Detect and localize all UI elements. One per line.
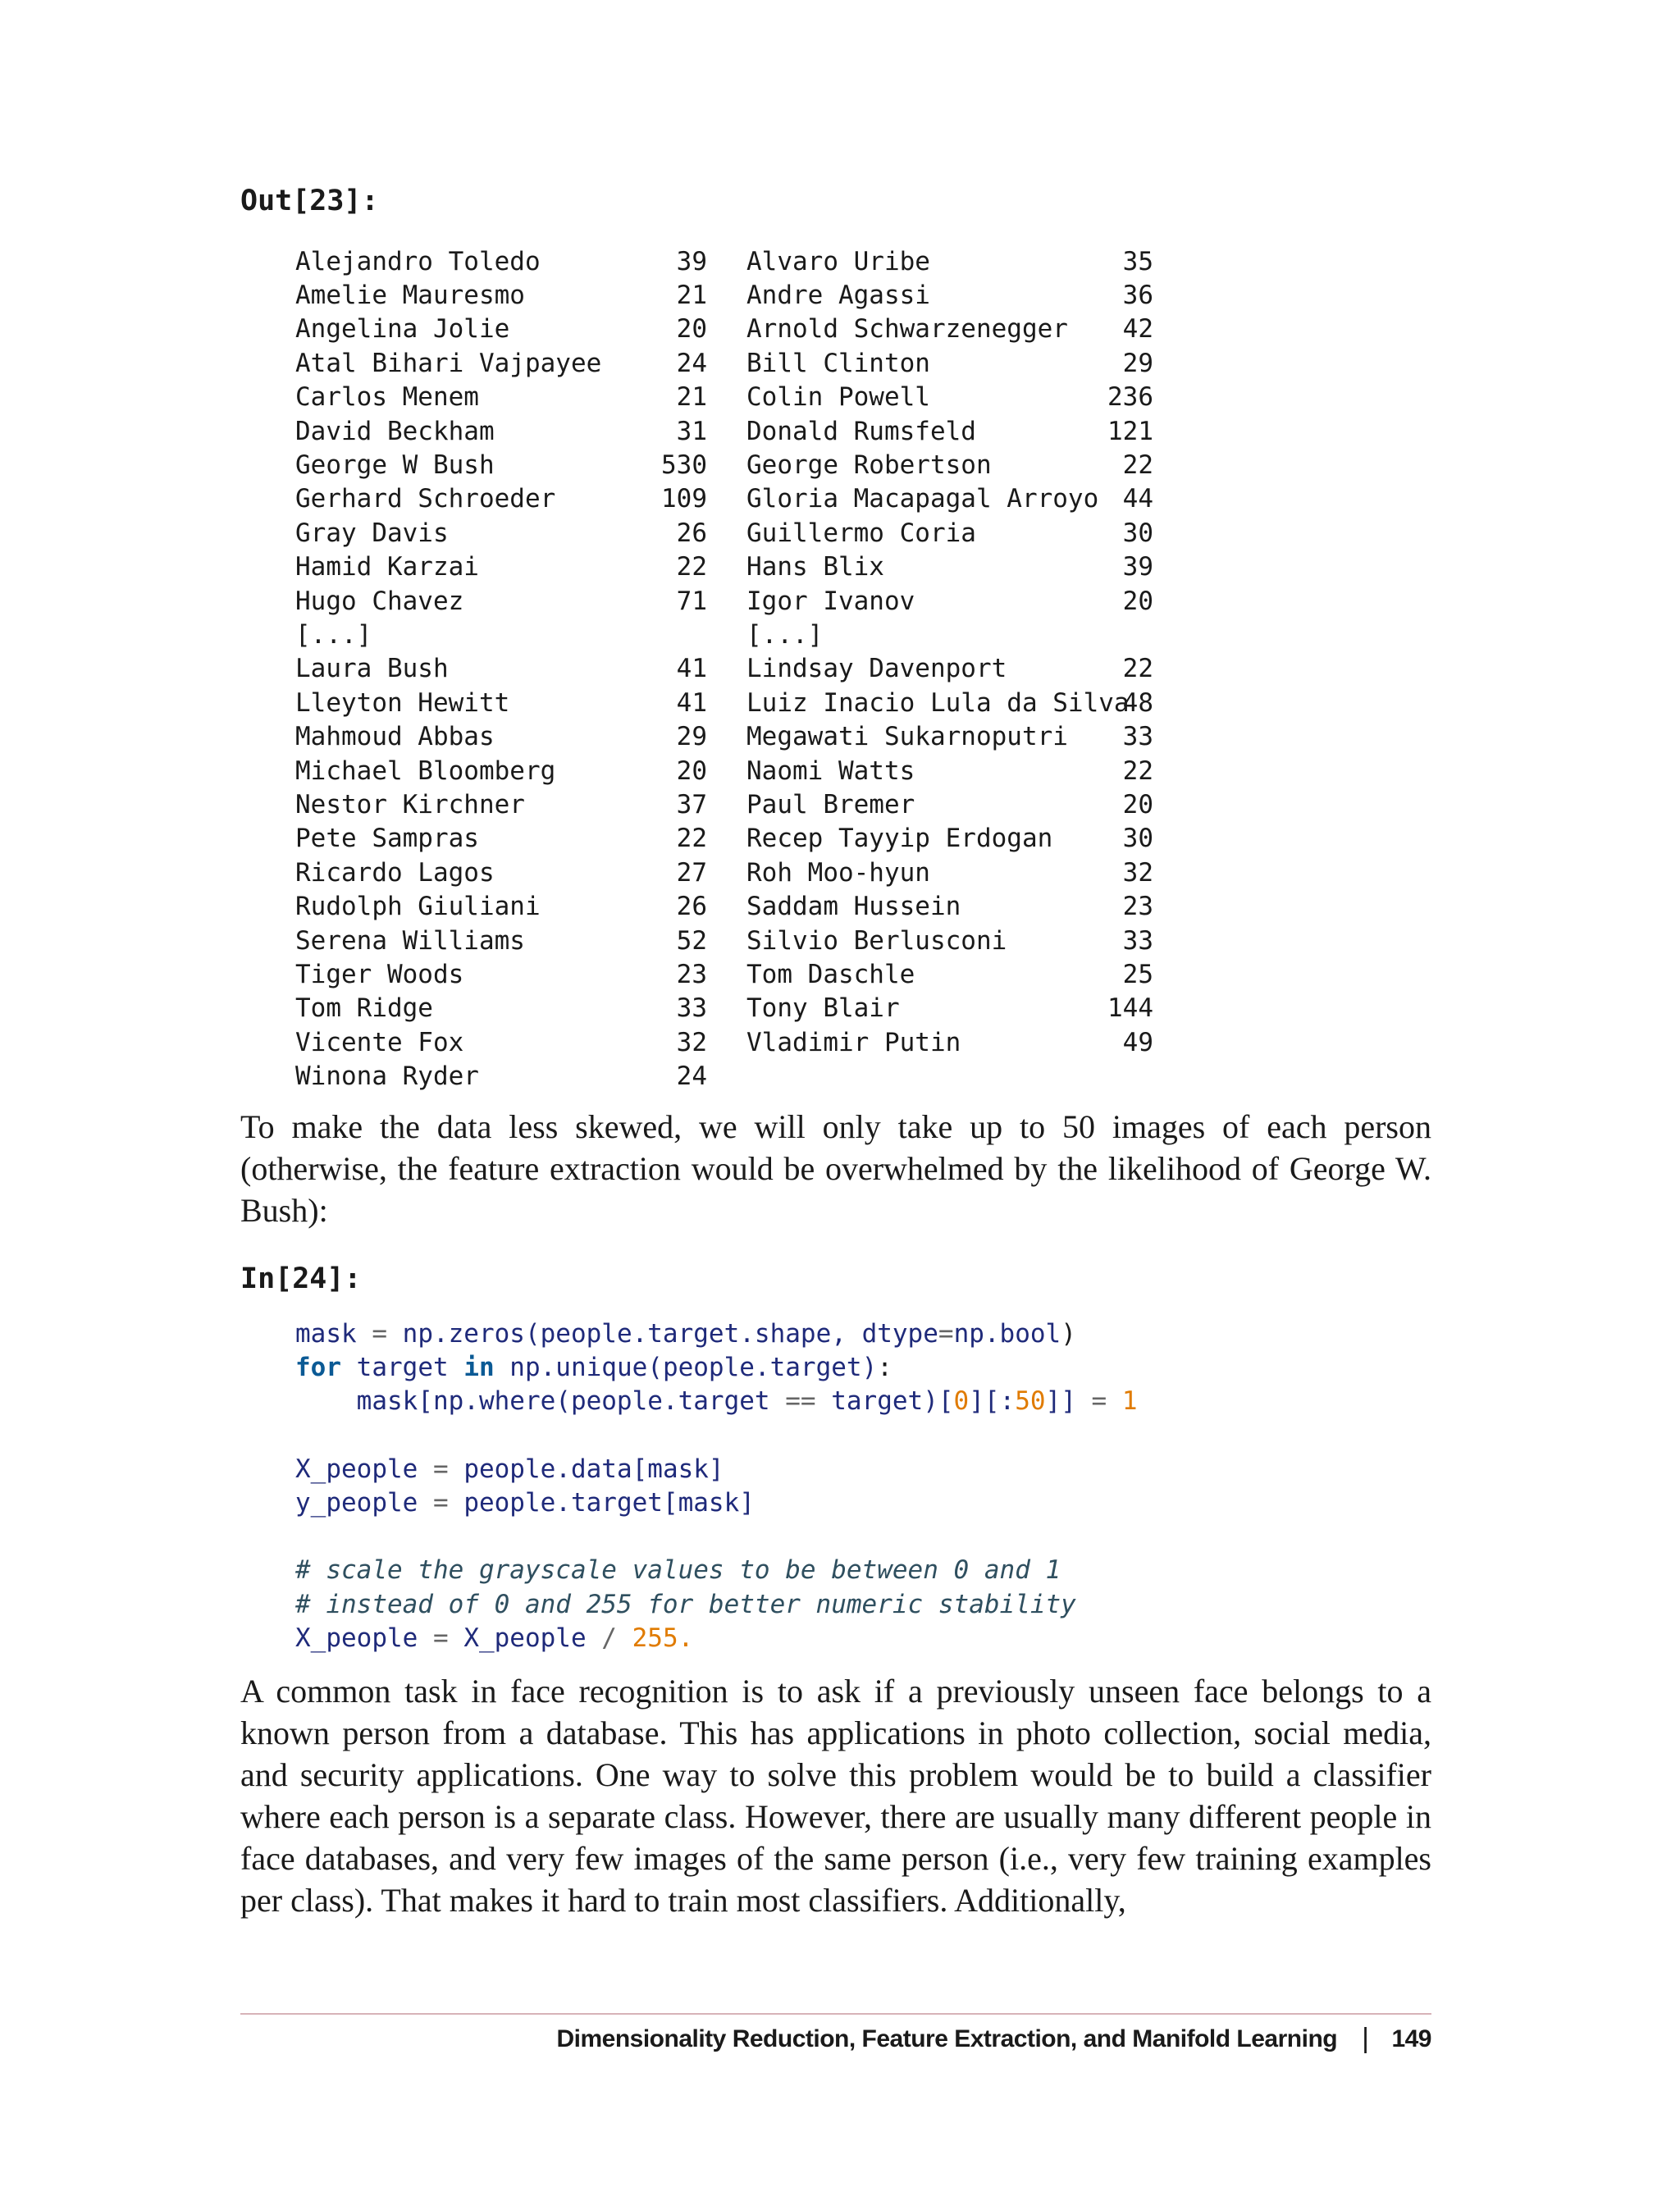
code-token: target)[ bbox=[815, 1386, 954, 1417]
person-name: [...] bbox=[746, 619, 824, 650]
table-row bbox=[295, 244, 1153, 278]
table-row bbox=[295, 414, 1153, 448]
code-token: for bbox=[295, 1353, 341, 1383]
person-name: Saddam Hussein bbox=[746, 892, 961, 922]
code-token: # instead of 0 and 255 for better numeric stability bbox=[295, 1589, 1076, 1619]
person-name: Recep Tayyip Erdogan bbox=[746, 824, 1053, 854]
person-name: Alejandro Toledo bbox=[295, 246, 541, 276]
table-row bbox=[295, 482, 1153, 516]
person-name: Hamid Karzai bbox=[295, 552, 479, 582]
table-row bbox=[295, 889, 1153, 923]
image-count: 109 bbox=[661, 484, 707, 514]
person-name: Andre Agassi bbox=[746, 281, 930, 311]
image-count: 36 bbox=[1122, 281, 1153, 311]
image-count: 41 bbox=[676, 654, 707, 684]
table-row bbox=[295, 550, 1153, 584]
image-count: 21 bbox=[676, 382, 707, 413]
person-name: Donald Rumsfeld bbox=[746, 416, 976, 446]
image-count: 530 bbox=[661, 450, 707, 481]
person-name: Guillermo Coria bbox=[746, 518, 976, 548]
person-name: Michael Bloomberg bbox=[295, 756, 556, 786]
image-count: 49 bbox=[1122, 1027, 1153, 1057]
image-count: 22 bbox=[676, 552, 707, 582]
code-token: y_people bbox=[295, 1487, 418, 1518]
image-count: 41 bbox=[676, 687, 707, 718]
image-count: 24 bbox=[676, 348, 707, 378]
person-name: Gray Davis bbox=[295, 518, 449, 548]
image-count: 30 bbox=[1122, 518, 1153, 548]
code-token: / bbox=[601, 1623, 617, 1653]
page-footer bbox=[556, 2023, 1431, 2055]
table-row bbox=[295, 346, 1153, 380]
image-count: 52 bbox=[676, 925, 707, 956]
table-row bbox=[295, 686, 1153, 719]
person-name: Gerhard Schroeder bbox=[295, 484, 556, 514]
image-count: 32 bbox=[676, 1027, 707, 1057]
person-name: Winona Ryder bbox=[295, 1061, 479, 1092]
person-name: Mahmoud Abbas bbox=[295, 722, 495, 752]
table-row bbox=[295, 822, 1153, 856]
person-name: David Beckham bbox=[295, 416, 495, 446]
code-token: == bbox=[785, 1386, 816, 1417]
code-token: 50 bbox=[1015, 1386, 1046, 1417]
person-name: Nestor Kirchner bbox=[295, 789, 525, 819]
code-token: np.zeros(people.target.shape, dtype bbox=[402, 1319, 938, 1349]
table-row bbox=[295, 618, 1153, 651]
table-row bbox=[295, 924, 1153, 957]
code-token: mask bbox=[295, 1319, 357, 1349]
image-count: 33 bbox=[1122, 722, 1153, 752]
image-count: 26 bbox=[676, 892, 707, 922]
person-name: Lindsay Davenport bbox=[746, 654, 1007, 684]
table-row bbox=[295, 584, 1153, 618]
code-line bbox=[295, 1453, 1138, 1486]
image-count: 39 bbox=[676, 246, 707, 276]
table-row bbox=[295, 313, 1153, 346]
image-count: 35 bbox=[1122, 246, 1153, 276]
person-name: Hugo Chavez bbox=[295, 586, 464, 616]
output-prompt: Out[23]: bbox=[240, 185, 379, 217]
body-paragraph-1: To make the data less skewed, we will only take up to 50 images of each person (otherwise, the feature extraction would be overwhelmed by the likelihood of George W. Bush): bbox=[240, 1108, 1431, 1229]
footer-rule bbox=[240, 2013, 1431, 2015]
person-name: Atal Bihari Vajpayee bbox=[295, 348, 602, 378]
person-name: Bill Clinton bbox=[746, 348, 930, 378]
code-line bbox=[295, 1520, 1138, 1554]
person-name: Laura Bush bbox=[295, 654, 449, 684]
image-count: 26 bbox=[676, 518, 707, 548]
image-count: 39 bbox=[1122, 552, 1153, 582]
footer-chapter-title: Dimensionality Reduction, Feature Extraction, and Manifold Learning bbox=[556, 2025, 1338, 2052]
code-line bbox=[295, 1622, 1138, 1655]
person-name: Naomi Watts bbox=[746, 756, 915, 786]
person-name: Arnold Schwarzenegger bbox=[746, 314, 1068, 345]
image-count: 121 bbox=[1107, 416, 1153, 446]
table-row bbox=[295, 788, 1153, 821]
image-count: 33 bbox=[1122, 925, 1153, 956]
code-token: = bbox=[1091, 1386, 1107, 1417]
image-count: 42 bbox=[1122, 314, 1153, 345]
code-block bbox=[295, 1317, 1138, 1655]
person-name: Luiz Inacio Lula da Silva bbox=[746, 687, 1130, 718]
code-token: target bbox=[341, 1353, 464, 1383]
image-count: 29 bbox=[1122, 348, 1153, 378]
code-token: people.data[mask] bbox=[463, 1454, 724, 1484]
footer-page-number: 149 bbox=[1391, 2025, 1431, 2052]
table-row bbox=[295, 652, 1153, 686]
person-name: Vladimir Putin bbox=[746, 1027, 961, 1057]
person-name: Carlos Menem bbox=[295, 382, 479, 413]
image-count: 20 bbox=[676, 314, 707, 345]
code-line bbox=[295, 1486, 1138, 1520]
image-count: 24 bbox=[676, 1061, 707, 1092]
code-token: in bbox=[463, 1353, 495, 1383]
image-count: 32 bbox=[1122, 857, 1153, 888]
code-line bbox=[295, 1419, 1138, 1453]
image-count: 31 bbox=[676, 416, 707, 446]
person-name: Colin Powell bbox=[746, 382, 930, 413]
image-count: 71 bbox=[676, 586, 707, 616]
person-name: Hans Blix bbox=[746, 552, 884, 582]
table-row bbox=[295, 719, 1153, 753]
body-paragraph-2: A common task in face recognition is to ask if a previously unseen face belongs to a known person from a database. This has applications in photo collection, social media, and security applications. One way to solve this problem would be to build a classifier where each person is a separate class. However, there are usually many different people in face databases, and very few images of the same person (i.e., very few training examples per class). That makes it hard to train most classifiers. Additionally, bbox=[240, 1673, 1431, 1919]
table-row bbox=[295, 856, 1153, 889]
code-token: = bbox=[418, 1487, 464, 1518]
person-name: Ricardo Lagos bbox=[295, 857, 495, 888]
code-token: people.target[mask] bbox=[463, 1487, 755, 1518]
code-token: np.unique(people.target) bbox=[494, 1353, 878, 1383]
person-name: Angelina Jolie bbox=[295, 314, 510, 345]
code-token: 255. bbox=[616, 1623, 694, 1653]
code-token: : bbox=[877, 1353, 892, 1383]
table-row bbox=[295, 754, 1153, 788]
person-name: Lleyton Hewitt bbox=[295, 687, 510, 718]
image-count: 236 bbox=[1107, 382, 1153, 413]
code-token: ) bbox=[1061, 1319, 1076, 1349]
person-name: Silvio Berlusconi bbox=[746, 925, 1007, 956]
image-count: 22 bbox=[1122, 756, 1153, 786]
image-count: 21 bbox=[676, 281, 707, 311]
code-token: = bbox=[356, 1319, 403, 1349]
person-name: Paul Bremer bbox=[746, 789, 915, 819]
code-token: = bbox=[418, 1623, 464, 1653]
table-row bbox=[295, 278, 1153, 312]
code-token: X_people bbox=[463, 1623, 602, 1653]
code-token: X_people bbox=[295, 1623, 418, 1653]
person-name: George Robertson bbox=[746, 450, 992, 481]
code-line bbox=[295, 1554, 1138, 1587]
image-count: 44 bbox=[1122, 484, 1153, 514]
person-name: Pete Sampras bbox=[295, 824, 479, 854]
image-count: 20 bbox=[676, 756, 707, 786]
code-token: 1 bbox=[1107, 1386, 1138, 1417]
table-row bbox=[295, 1025, 1153, 1059]
person-name: Roh Moo-hyun bbox=[746, 857, 930, 888]
person-name: Tony Blair bbox=[746, 993, 900, 1024]
code-token: = bbox=[418, 1454, 464, 1484]
code-token: ][: bbox=[969, 1386, 1016, 1417]
image-count: 22 bbox=[1122, 450, 1153, 481]
code-line bbox=[295, 1351, 1138, 1385]
table-row bbox=[295, 381, 1153, 414]
image-count: 37 bbox=[676, 789, 707, 819]
image-count: 33 bbox=[676, 993, 707, 1024]
image-count: 27 bbox=[676, 857, 707, 888]
person-name: Megawati Sukarnoputri bbox=[746, 722, 1068, 752]
input-prompt: In[24]: bbox=[240, 1262, 362, 1295]
image-count: 30 bbox=[1122, 824, 1153, 854]
image-count: 29 bbox=[676, 722, 707, 752]
table-row bbox=[295, 957, 1153, 991]
person-name: Gloria Macapagal Arroyo bbox=[746, 484, 1099, 514]
person-name: Alvaro Uribe bbox=[746, 246, 930, 276]
image-count: 20 bbox=[1122, 586, 1153, 616]
code-line bbox=[295, 1385, 1138, 1418]
person-name: Rudolph Giuliani bbox=[295, 892, 541, 922]
table-row bbox=[295, 448, 1153, 482]
table-row bbox=[295, 992, 1153, 1025]
image-count: 20 bbox=[1122, 789, 1153, 819]
code-token: = bbox=[938, 1319, 954, 1349]
image-count: 23 bbox=[1122, 892, 1153, 922]
person-name: Vicente Fox bbox=[295, 1027, 464, 1057]
image-count: 25 bbox=[1122, 959, 1153, 989]
person-name: Tom Daschle bbox=[746, 959, 915, 989]
person-name: Igor Ivanov bbox=[746, 586, 915, 616]
code-token: 0 bbox=[953, 1386, 970, 1417]
image-count: 22 bbox=[1122, 654, 1153, 684]
image-count: 22 bbox=[676, 824, 707, 854]
image-count: 23 bbox=[676, 959, 707, 989]
person-name: Amelie Mauresmo bbox=[295, 281, 525, 311]
image-count: 48 bbox=[1122, 687, 1153, 718]
code-token: np.bool bbox=[953, 1319, 1061, 1349]
person-name: George W Bush bbox=[295, 450, 495, 481]
person-name: [...] bbox=[295, 619, 372, 650]
table-row bbox=[295, 516, 1153, 550]
person-name: Tiger Woods bbox=[295, 959, 464, 989]
footer-separator: | bbox=[1362, 2023, 1369, 2054]
person-name: Tom Ridge bbox=[295, 993, 433, 1024]
code-line bbox=[295, 1317, 1138, 1351]
person-name: Serena Williams bbox=[295, 925, 525, 956]
code-token: mask[np.where(people.target bbox=[295, 1386, 786, 1417]
code-token: # scale the grayscale values to be between 0 and 1 bbox=[295, 1555, 1061, 1586]
image-count: 144 bbox=[1107, 993, 1153, 1024]
code-line bbox=[295, 1588, 1138, 1622]
table-row bbox=[295, 1059, 1153, 1093]
person-count-table bbox=[295, 244, 1153, 1093]
code-token: X_people bbox=[295, 1454, 418, 1484]
code-token: ]] bbox=[1045, 1386, 1092, 1417]
